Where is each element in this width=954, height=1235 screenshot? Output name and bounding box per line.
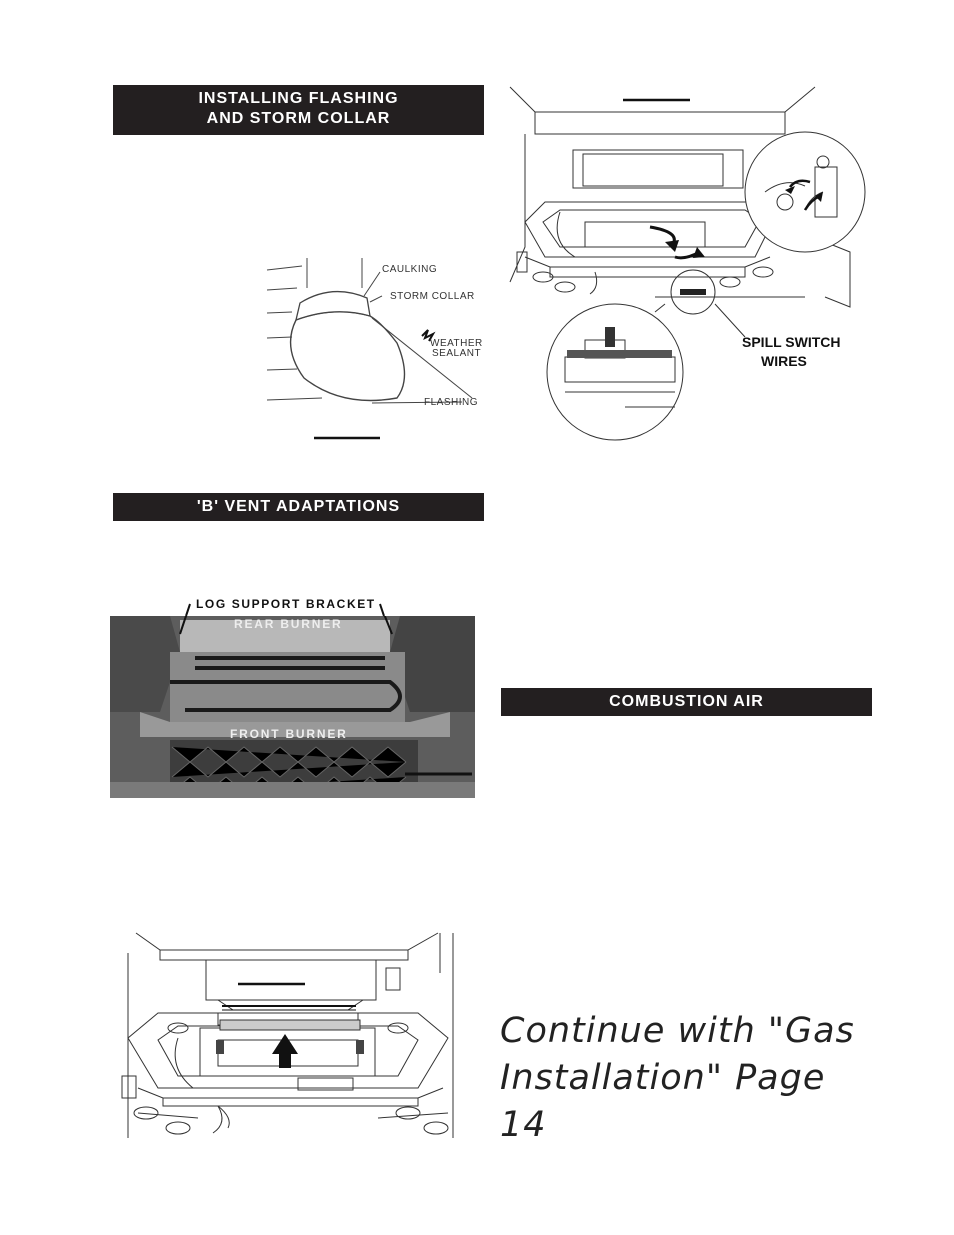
- firebox-drawing: [118, 928, 458, 1148]
- continue-line-1: Continue with "Gas: [500, 1011, 855, 1051]
- label-log-support-bracket: LOG SUPPORT BRACKET: [196, 597, 376, 611]
- header-title: COMBUSTION AIR: [609, 693, 764, 710]
- section-header-combustion: [501, 688, 872, 716]
- spill-switch-figure: [505, 82, 870, 442]
- section-header-bvent: [113, 493, 484, 521]
- continue-line-2: Installation" Page 14: [500, 1058, 826, 1145]
- burner-photo: [110, 592, 475, 798]
- label-caulking: CAULKING: [382, 264, 438, 275]
- header-line-2: AND STORM COLLAR: [206, 110, 391, 127]
- section-header-flashing: [113, 85, 484, 135]
- label-wires: WIRES: [761, 353, 807, 369]
- header-title: 'B' VENT ADAPTATIONS: [196, 498, 401, 515]
- label-sealant: SEALANT: [432, 348, 482, 359]
- label-spill-switch: SPILL SWITCH: [742, 334, 841, 350]
- continue-instruction: [500, 1008, 880, 1149]
- label-flashing: FLASHING: [424, 397, 479, 408]
- label-weather: WEATHER: [430, 338, 483, 349]
- label-rear-burner: REAR BURNER: [234, 617, 343, 631]
- header-line-1: INSTALLING FLASHING: [198, 90, 399, 107]
- label-storm-collar: STORM COLLAR: [390, 291, 475, 302]
- flashing-figure: [262, 258, 487, 443]
- label-front-burner: FRONT BURNER: [230, 727, 348, 741]
